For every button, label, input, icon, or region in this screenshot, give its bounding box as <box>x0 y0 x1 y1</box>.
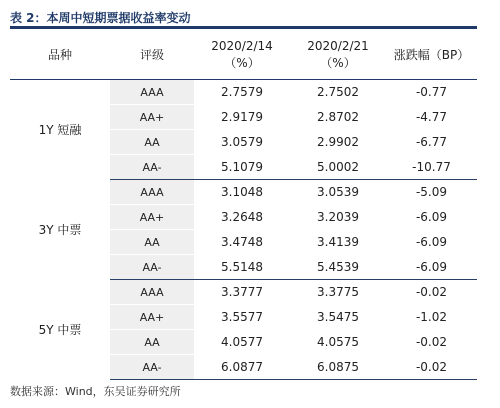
header-row <box>10 31 477 80</box>
rating-cell: AA+ <box>110 205 194 230</box>
yield-date2-cell: 2.8702 <box>290 105 386 130</box>
rating-cell: AAA <box>110 180 194 205</box>
title-underline <box>10 26 477 29</box>
rating-cell: AA <box>110 230 194 255</box>
change-cell: -0.02 <box>386 355 477 380</box>
table-row <box>10 180 477 205</box>
yield-date2-cell: 3.2039 <box>290 205 386 230</box>
header-date2-label: 2020/2/21 <box>307 39 369 53</box>
rating-cell: AA+ <box>110 305 194 330</box>
yield-date1-cell: 2.9179 <box>194 105 290 130</box>
yield-date1-cell: 3.0579 <box>194 130 290 155</box>
yield-date1-cell: 5.5148 <box>194 255 290 280</box>
rating-cell: AA+ <box>110 105 194 130</box>
rating-cell: AAA <box>110 280 194 305</box>
rating-cell: AA- <box>110 255 194 280</box>
yield-date1-cell: 4.0577 <box>194 330 290 355</box>
yield-date2-cell: 3.0539 <box>290 180 386 205</box>
rating-cell: AA <box>110 330 194 355</box>
yield-date2-cell: 3.4139 <box>290 230 386 255</box>
change-cell: -0.02 <box>386 280 477 305</box>
table-row <box>10 280 477 305</box>
change-cell: -6.77 <box>386 130 477 155</box>
yield-date2-cell: 4.0575 <box>290 330 386 355</box>
yield-date1-cell: 3.4748 <box>194 230 290 255</box>
header-date1 <box>194 31 290 80</box>
change-cell: -10.77 <box>386 155 477 180</box>
rating-cell: AAA <box>110 80 194 105</box>
yield-date2-cell: 3.3775 <box>290 280 386 305</box>
yield-date1-cell: 6.0877 <box>194 355 290 380</box>
change-cell: -1.02 <box>386 305 477 330</box>
change-cell: -0.77 <box>386 80 477 105</box>
header-date2 <box>290 31 386 80</box>
header-date1-unit: （%） <box>224 56 260 70</box>
header-rating: 评级 <box>110 31 194 80</box>
header-category: 品种 <box>10 31 110 80</box>
change-cell: -5.09 <box>386 180 477 205</box>
yield-table <box>10 31 477 380</box>
header-date1-label: 2020/2/14 <box>211 39 273 53</box>
rating-cell: AA- <box>110 155 194 180</box>
yield-date1-cell: 3.2648 <box>194 205 290 230</box>
header-date2-unit: （%） <box>320 56 356 70</box>
yield-date2-cell: 2.7502 <box>290 80 386 105</box>
term-cell: 3Y 中票 <box>10 180 110 280</box>
yield-date1-cell: 3.1048 <box>194 180 290 205</box>
yield-date2-cell: 6.0875 <box>290 355 386 380</box>
change-cell: -6.09 <box>386 255 477 280</box>
table-row <box>10 80 477 105</box>
yield-date2-cell: 2.9902 <box>290 130 386 155</box>
yield-date1-cell: 3.3777 <box>194 280 290 305</box>
header-change: 涨跌幅（BP） <box>386 31 477 80</box>
yield-date2-cell: 5.0002 <box>290 155 386 180</box>
yield-date2-cell: 5.4539 <box>290 255 386 280</box>
rating-cell: AA <box>110 130 194 155</box>
yield-date2-cell: 3.5475 <box>290 305 386 330</box>
change-cell: -6.09 <box>386 205 477 230</box>
change-cell: -4.77 <box>386 105 477 130</box>
source-note: 数据来源：Wind，东吴证券研究所 <box>10 385 181 398</box>
term-cell: 1Y 短融 <box>10 80 110 180</box>
term-cell: 5Y 中票 <box>10 280 110 380</box>
change-cell: -0.02 <box>386 330 477 355</box>
change-cell: -6.09 <box>386 230 477 255</box>
yield-date1-cell: 5.1079 <box>194 155 290 180</box>
rating-cell: AA- <box>110 355 194 380</box>
yield-date1-cell: 3.5577 <box>194 305 290 330</box>
yield-date1-cell: 2.7579 <box>194 80 290 105</box>
table-title: 表 2：本周中短期票据收益率变动 <box>10 11 191 25</box>
